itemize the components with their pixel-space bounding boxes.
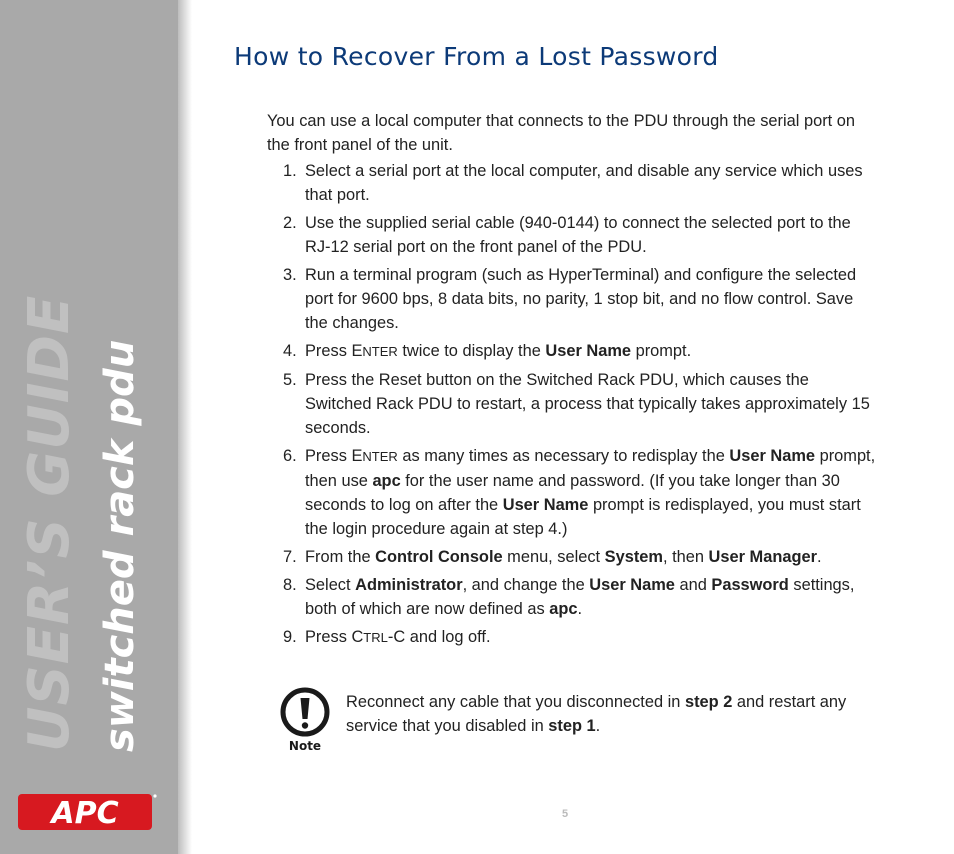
steps-list	[267, 159, 877, 650]
step-number: 5.	[283, 371, 297, 389]
text-run: and restart any service that you disabled in	[346, 693, 847, 735]
text-run: menu, select	[502, 548, 605, 566]
step-item	[267, 444, 877, 541]
text-run: Press the Reset button on the Switched Rack PDU, which causes the Switched Rack PDU to restart, a process that typically takes approximately 15 seconds.	[305, 371, 870, 437]
text-run: prompt is redisplayed, you must start the login procedure again at step 4.)	[305, 496, 861, 538]
key-name: E	[351, 447, 363, 465]
step-item	[267, 368, 877, 440]
bold-term: User Name	[545, 342, 632, 360]
text-run: Press	[305, 628, 352, 646]
bold-term: Password	[711, 576, 789, 594]
text-run: as many times as necessary to redisplay the	[397, 447, 730, 465]
step-item	[267, 573, 877, 621]
step-item	[267, 339, 877, 364]
sidebar	[0, 0, 178, 854]
key-name: C	[351, 628, 364, 646]
page-title: How to Recover From a Lost Password	[234, 42, 719, 71]
text-run: Use the supplied serial cable (940-0144) to connect the selected port to the RJ-12 serial port on the front panel of the PDU.	[305, 214, 851, 256]
step-number: 6.	[283, 447, 297, 465]
step-number: 4.	[283, 342, 297, 360]
step-item	[267, 545, 877, 569]
bold-term: step 1	[548, 717, 596, 735]
text-run: .	[595, 717, 601, 735]
bold-term: apc	[372, 472, 401, 490]
key-name: NTER	[362, 344, 398, 359]
bold-term: User Name	[502, 496, 589, 514]
step-item	[267, 625, 877, 650]
bold-term: System	[604, 548, 663, 566]
step-item	[267, 263, 877, 335]
key-name: E	[351, 342, 363, 360]
step-item	[267, 211, 877, 259]
text-run: Reconnect any cable that you disconnected in	[346, 693, 685, 711]
step-number: 9.	[283, 628, 297, 646]
note-text	[346, 690, 866, 738]
text-run: From the	[305, 548, 376, 566]
step-number: 3.	[283, 266, 297, 284]
step-number: 1.	[283, 162, 297, 180]
text-run: settings, both of which are now defined as	[305, 576, 855, 618]
text-run: .	[816, 548, 822, 566]
step-number: 7.	[283, 548, 297, 566]
key-name: TRL	[363, 630, 388, 645]
intro-paragraph: You can use a local computer that connects to the PDU through the serial port on the front panel of the unit.	[267, 112, 855, 154]
bold-term: User Name	[589, 576, 675, 594]
bold-term: Control Console	[375, 548, 503, 566]
text-run: Press	[305, 342, 352, 360]
bold-term: User Name	[729, 447, 816, 465]
bold-term: apc	[549, 600, 578, 618]
guide-subtitle: switched rack pdu	[97, 339, 143, 752]
step-number: 8.	[283, 576, 297, 594]
bold-term: Administrator	[355, 576, 463, 594]
text-run: Select	[305, 576, 356, 594]
text-run: Select a serial port at the local computer, and disable any service which uses that port.	[305, 162, 863, 204]
bold-term: step 2	[684, 693, 733, 711]
guide-title: USER’S GUIDE	[17, 294, 82, 752]
text-run: .	[577, 600, 583, 618]
note-icon-label: Note	[288, 739, 322, 753]
text-run: -C and log off.	[387, 628, 491, 646]
text-run: for the user name and password. (If you take longer than 30 seconds to log on after the	[305, 472, 840, 514]
text-run: prompt, then use	[305, 447, 876, 490]
text-run: , then	[662, 548, 709, 566]
text-run: Press	[305, 447, 352, 465]
step-number: 2.	[283, 214, 297, 232]
text-run: , and change the	[462, 576, 590, 594]
text-run: Run a terminal program (such as HyperTerminal) and configure the selected port for 9600 bps, 8 data bits, no parity, 1 stop bit, and no flow control. Save the changes.	[305, 266, 857, 332]
main-content	[267, 109, 877, 654]
sidebar-shadow	[178, 0, 192, 854]
apc-logo	[16, 790, 158, 834]
note-icon	[278, 686, 338, 756]
step-item	[267, 159, 877, 207]
logo-text: APC	[51, 796, 119, 831]
text-run: and	[674, 576, 712, 594]
text-run: prompt.	[631, 342, 692, 360]
page-number: 5	[562, 808, 569, 820]
text-run: twice to display the	[397, 342, 546, 360]
key-name: NTER	[362, 449, 398, 464]
bold-term: User Manager	[708, 548, 817, 566]
